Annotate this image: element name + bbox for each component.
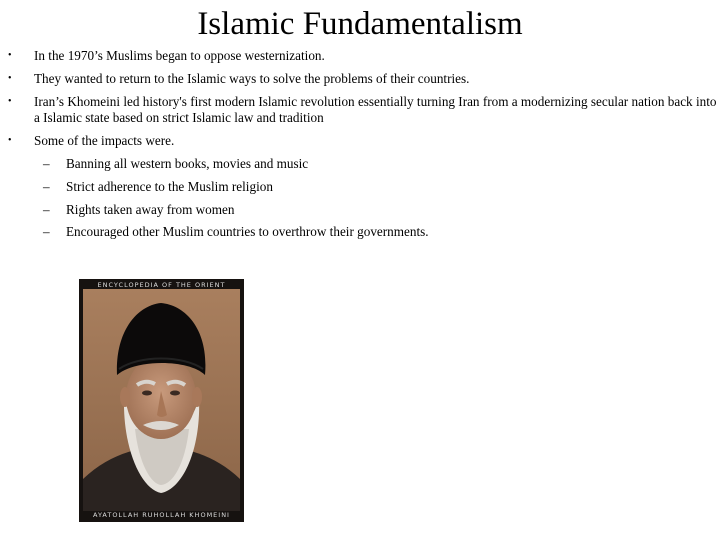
portrait-photo — [79, 279, 244, 522]
sub-bullet-item — [0, 156, 720, 172]
photo-caption-top: ENCYCLOPEDIA OF THE ORIENT — [97, 281, 226, 289]
sub-bullet-text: Strict adherence to the Muslim religion — [66, 178, 273, 194]
sub-bullet-text: Rights taken away from women — [66, 201, 235, 217]
dash-mark: – — [43, 224, 50, 240]
photo-caption-bottom: AYATOLLAH RUHOLLAH KHOMEINI — [93, 511, 230, 519]
sub-bullet-item — [0, 179, 720, 195]
sub-bullet-item — [0, 202, 720, 218]
bullet-mark: • — [8, 50, 12, 61]
bullet-item — [0, 133, 720, 149]
bullet-list — [0, 48, 720, 247]
bullet-mark: • — [8, 72, 12, 84]
bullet-mark: • — [8, 134, 12, 146]
bullet-item — [0, 48, 720, 64]
bullet-mark: • — [8, 95, 12, 107]
sub-bullet-text: Encouraged other Muslim countries to overthrow their governments. — [66, 224, 429, 240]
sub-bullet-item — [0, 224, 720, 240]
bullet-text: Iran’s Khomeini led history's first modern Islamic revolution essentially turning Iran from a modernizing secular nation back into a Islamic state based on strict Islamic law and tradition — [34, 93, 717, 125]
bullet-text: In the 1970’s Muslims began to oppose westernization. — [34, 48, 325, 63]
bullet-text: Some of the impacts were. — [34, 132, 175, 148]
dash-mark: – — [43, 201, 50, 217]
bullet-text: They wanted to return to the Islamic ways to solve the problems of their countries. — [34, 70, 470, 86]
dash-mark: – — [43, 155, 50, 171]
dash-mark: – — [43, 178, 50, 194]
sub-bullet-text: Banning all western books, movies and music — [66, 155, 309, 171]
bullet-item — [0, 94, 720, 125]
slide-title: Islamic Fundamentalism — [197, 6, 523, 42]
bullet-item — [0, 71, 720, 87]
portrait-illustration — [79, 279, 244, 522]
